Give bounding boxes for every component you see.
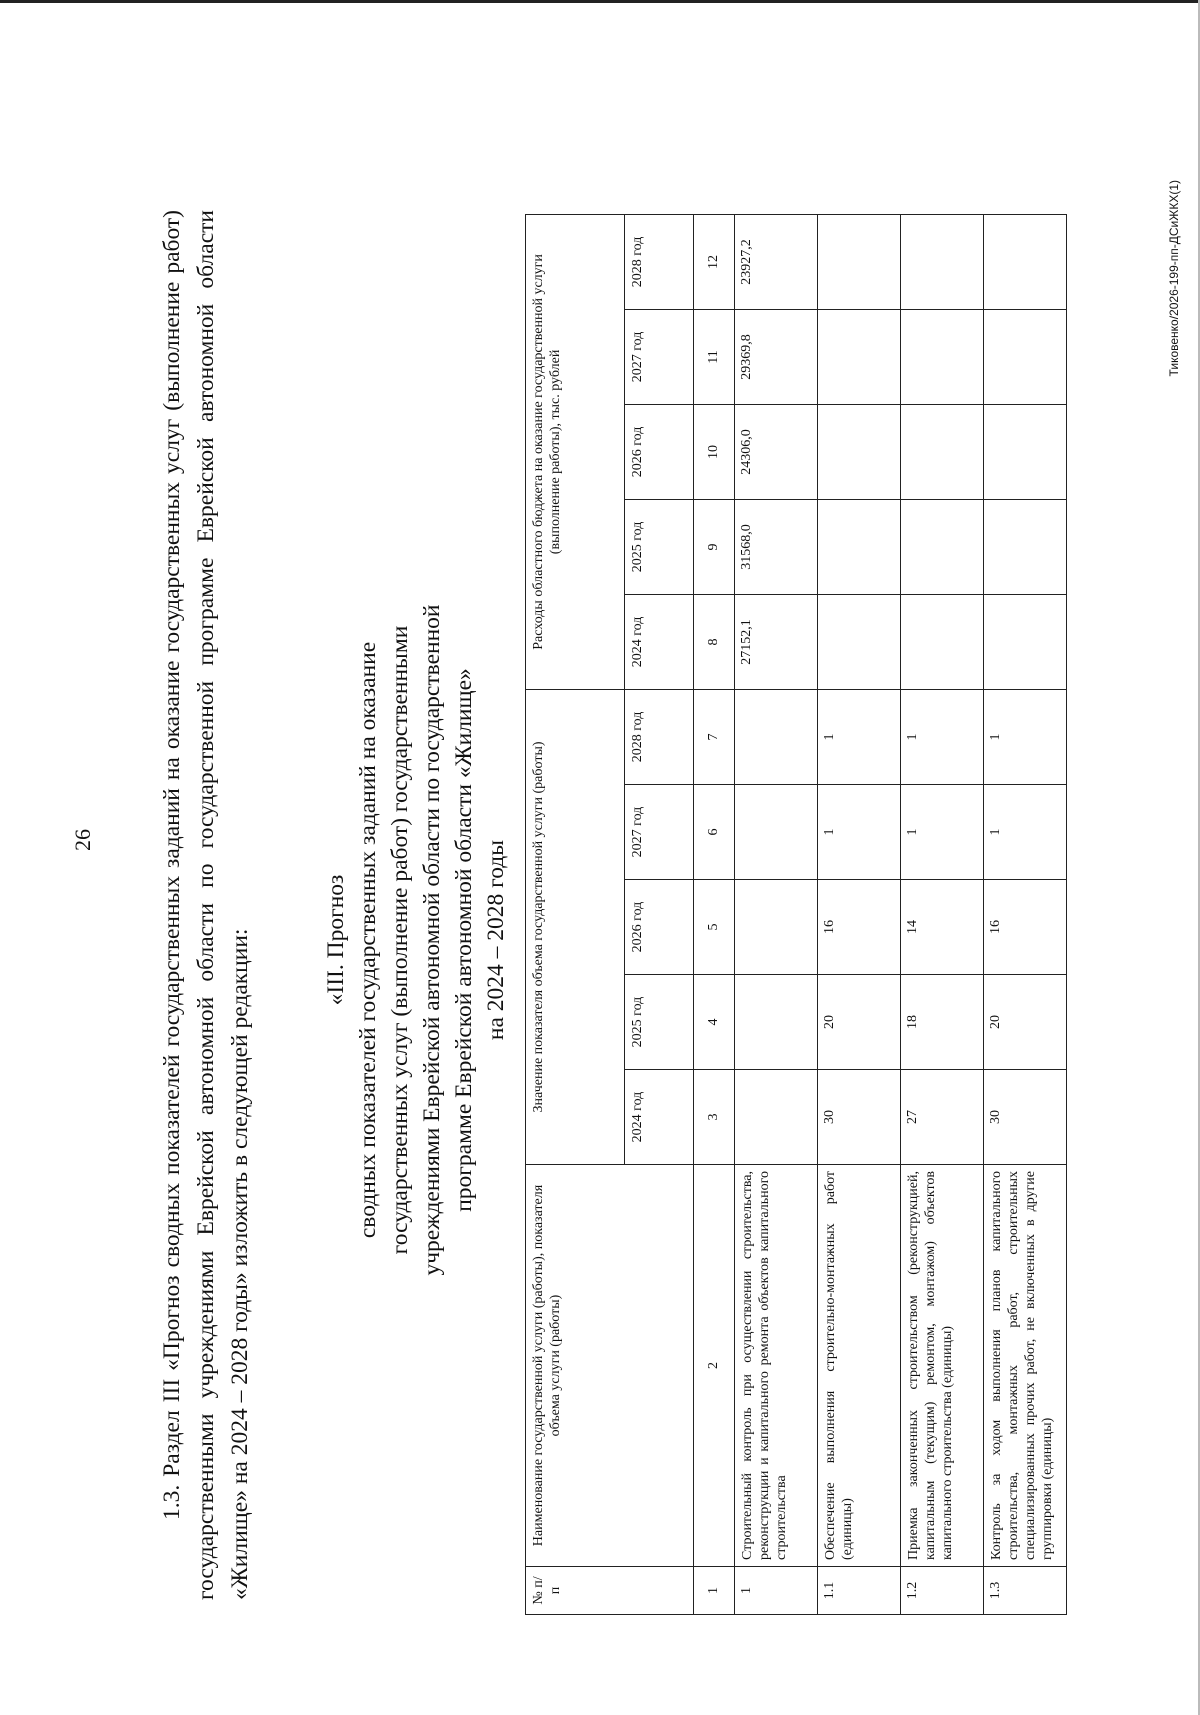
value-cell: [984, 499, 1067, 594]
row-num: 1: [735, 1567, 818, 1615]
value-cell: [901, 499, 984, 594]
section-title-line: государственных услуг (выполнение работ) государственными: [387, 625, 413, 1255]
value-cell: 14: [901, 880, 984, 975]
value-cell: 23927,2: [735, 214, 818, 309]
section-title-line: сводных показателей государственных заданий на оказание: [355, 641, 381, 1239]
page-number: 26: [70, 829, 95, 851]
value-cell: 1: [984, 785, 1067, 880]
value-cell: 20: [984, 975, 1067, 1070]
section-title-line: программе Еврейской автономной области «Жилище»: [451, 668, 477, 1212]
value-cell: 18: [901, 975, 984, 1070]
value-cell: 1: [984, 689, 1067, 784]
year-header: 2024 год: [625, 1070, 694, 1165]
column-number: 6: [694, 785, 735, 880]
value-cell: 30: [984, 1070, 1067, 1165]
value-cell: [818, 309, 901, 404]
table-header-row: [526, 214, 625, 1614]
footer-code: Тиковенко/2026-199-пп-ДСиЖКХ(1): [1167, 180, 1181, 377]
value-cell: [818, 214, 901, 309]
year-header: 2026 год: [625, 404, 694, 499]
value-cell: [901, 404, 984, 499]
column-number-row: [694, 214, 735, 1614]
year-header: 2028 год: [625, 214, 694, 309]
scan-edge: [0, 0, 1200, 3]
value-cell: [984, 594, 1067, 689]
value-cell: 27152,1: [735, 594, 818, 689]
value-cell: 1: [818, 785, 901, 880]
column-number: 2: [694, 1165, 735, 1567]
year-header: 2024 год: [625, 594, 694, 689]
table-row: [735, 214, 818, 1614]
row-name: Приемка законченных строительством (реконструкцией, капитальным (текущим) ремонтом, монтажом) объектов капитального строительства (единицы): [901, 1165, 984, 1567]
table-row: [984, 214, 1067, 1614]
value-cell: 30: [818, 1070, 901, 1165]
header-name: Наименование государственной услуги (работы), показателя объема услуги (работы): [526, 1165, 694, 1567]
value-cell: [901, 309, 984, 404]
forecast-table: [525, 214, 1067, 1615]
document-page: [45, 40, 1195, 1640]
value-cell: [818, 404, 901, 499]
column-number: 3: [694, 1070, 735, 1165]
value-cell: [984, 404, 1067, 499]
column-number: 1: [694, 1567, 735, 1615]
value-cell: [818, 594, 901, 689]
value-cell: [735, 880, 818, 975]
section-title-line: «III. Прогноз: [323, 874, 349, 1006]
year-header: 2026 год: [625, 880, 694, 975]
header-cost-group: Расходы областного бюджета на оказание государственной услуги (выполнение работы), тыс. рублей: [526, 214, 625, 689]
value-cell: 24306,0: [735, 404, 818, 499]
year-header: 2025 год: [625, 499, 694, 594]
value-cell: 1: [901, 689, 984, 784]
column-number: 7: [694, 689, 735, 784]
value-cell: [984, 214, 1067, 309]
value-cell: [735, 975, 818, 1070]
header-volume-group: Значение показателя объема государственной услуги (работы): [526, 689, 625, 1164]
value-cell: 1: [901, 785, 984, 880]
column-number: 9: [694, 499, 735, 594]
column-number: 5: [694, 880, 735, 975]
row-num: 1.2: [901, 1567, 984, 1615]
value-cell: 1: [818, 689, 901, 784]
section-title-line: на 2024 – 2028 годы: [483, 839, 509, 1041]
section-title-line: учреждениями Еврейской автономной области по государственной: [419, 604, 445, 1276]
year-header: 2027 год: [625, 785, 694, 880]
year-header: 2028 год: [625, 689, 694, 784]
column-number: 11: [694, 309, 735, 404]
row-name: Контроль за ходом выполнения планов капитального строительства, монтажных работ, строительных специализированных прочих работ, не включенных в другие группировки (единицы): [984, 1165, 1067, 1567]
value-cell: 31568,0: [735, 499, 818, 594]
row-name: Обеспечение выполнения строительно-монтажных работ (единицы): [818, 1165, 901, 1567]
value-cell: [984, 309, 1067, 404]
value-cell: [901, 594, 984, 689]
column-number: 10: [694, 404, 735, 499]
value-cell: [901, 214, 984, 309]
row-name: Строительный контроль при осуществлении строительства, реконструкции и капитального ремонта объектов капитального строительства: [735, 1165, 818, 1567]
section-title: [320, 440, 512, 1440]
table-row: [901, 214, 984, 1614]
value-cell: [735, 1070, 818, 1165]
header-num: № п/п: [526, 1567, 694, 1615]
value-cell: 27: [901, 1070, 984, 1165]
value-cell: [735, 689, 818, 784]
year-header: 2027 год: [625, 309, 694, 404]
column-number: 8: [694, 594, 735, 689]
value-cell: 16: [818, 880, 901, 975]
value-cell: 20: [818, 975, 901, 1070]
year-header: 2025 год: [625, 975, 694, 1070]
column-number: 12: [694, 214, 735, 309]
value-cell: 16: [984, 880, 1067, 975]
table-row: [818, 214, 901, 1614]
column-number: 4: [694, 975, 735, 1070]
row-num: 1.1: [818, 1567, 901, 1615]
intro-paragraph: 1.3. Раздел III «Прогноз сводных показателей государственных заданий на оказание государственных услуг (выполнение работ) государственными учреждениями Еврейской автономной области по государственной программе Еврейской автономной области «Жилище» на 2024 – 2028 годы» изложить в следующей редакции:: [159, 210, 253, 1600]
row-num: 1.3: [984, 1567, 1067, 1615]
value-cell: [818, 499, 901, 594]
value-cell: 29369,8: [735, 309, 818, 404]
value-cell: [735, 785, 818, 880]
